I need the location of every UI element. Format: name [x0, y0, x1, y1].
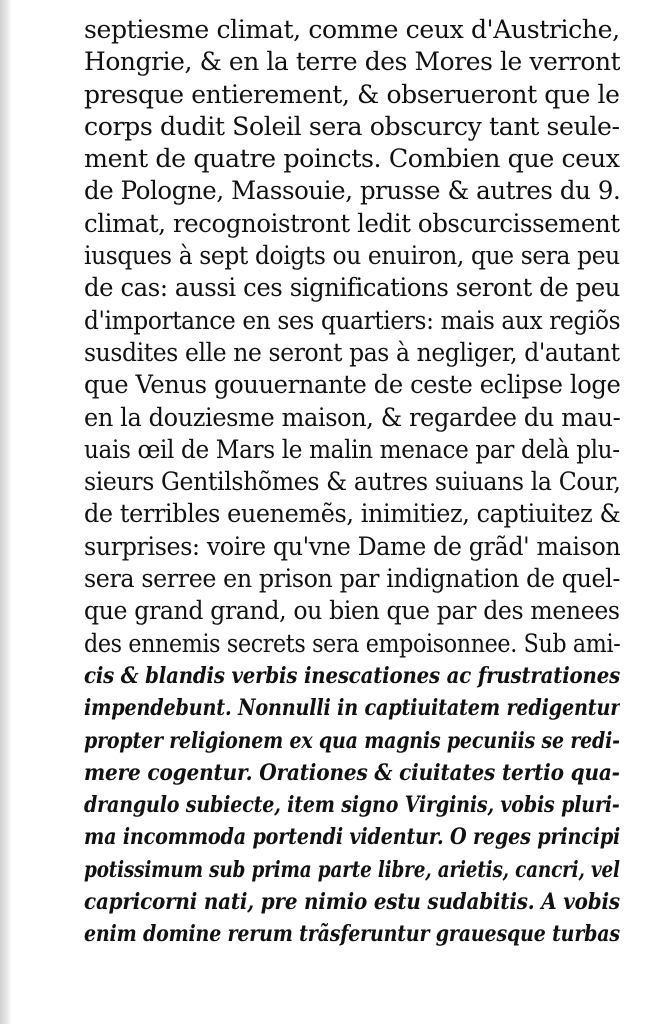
text-line: d'importance en ses quartiers: mais aux regiõs: [84, 305, 621, 335]
page-text-block: [84, 14, 624, 951]
page-gutter-shadow: [0, 0, 12, 1024]
text-line: surprises: voire qu'vne Dame de grãd' maison: [84, 531, 621, 561]
latin-text-line: cis & blandis verbis inescationes ac frustrationes: [84, 662, 621, 689]
latin-text-line: mere cogentur. Orationes & ciuitates tertio qua-: [84, 759, 620, 786]
text-line: presque entierement, & obserueront que le: [84, 79, 620, 109]
text-line: iusques à sept doigts ou enuiron, que sera peu: [84, 241, 620, 271]
text-line: uais œil de Mars le malin menace par delà plu-: [84, 434, 620, 464]
text-line: sera serree en prison par indignation de quel-: [84, 564, 620, 594]
text-line: que Venus gouuernante de ceste eclipse loge: [84, 370, 620, 400]
text-line: climat, recognoistront ledit obscurcissement: [84, 208, 620, 238]
text-line: de cas: aussi ces significations seront de peu: [84, 273, 620, 303]
text-line: septiesme climat, comme ceux d'Austriche,: [84, 15, 620, 44]
text-line: sieurs Gentilshõmes & autres suiuans la Cour,: [84, 467, 621, 497]
latin-text-line: impendebunt. Nonnulli in captiuitatem redigentur: [84, 695, 620, 722]
latin-text-line: drangulo subiecte, item signo Virginis, vobis pluri-: [84, 792, 620, 819]
text-line: des ennemis secrets sera empoisonnee. Sub ami-: [84, 628, 620, 658]
text-line: ment de quatre poincts. Combien que ceux: [84, 144, 620, 174]
text-line: de Pologne, Massouie, prusse & autres du 9.: [84, 176, 620, 206]
latin-text-line: propter religionem ex qua magnis pecuniis se redi-: [84, 727, 620, 754]
text-line: en la douziesme maison, & regardee du mau-: [84, 402, 621, 432]
latin-text-line: enim domine rerum trãsferuntur grauesque turbas: [84, 921, 620, 948]
text-line: que grand grand, ou bien que par des menees: [84, 596, 620, 626]
latin-text-line: potissimum sub prima parte libre, arietis, cancri, vel: [84, 856, 620, 883]
text-line: Hongrie, & en la terre des Mores le verront: [84, 47, 621, 77]
text-line: de terribles euenemẽs, inimitiez, captiuitez &: [84, 499, 620, 529]
text-line: susdites elle ne seront pas à negliger, d'autant: [84, 337, 620, 367]
latin-text-line: ma incommoda portendi videntur. O reges principi: [84, 824, 621, 851]
text-line: corps dudit Soleil sera obscurcy tant seule-: [84, 111, 620, 141]
latin-text-line: capricorni nati, pre nimio estu sudabitis. A vobis: [84, 889, 620, 916]
